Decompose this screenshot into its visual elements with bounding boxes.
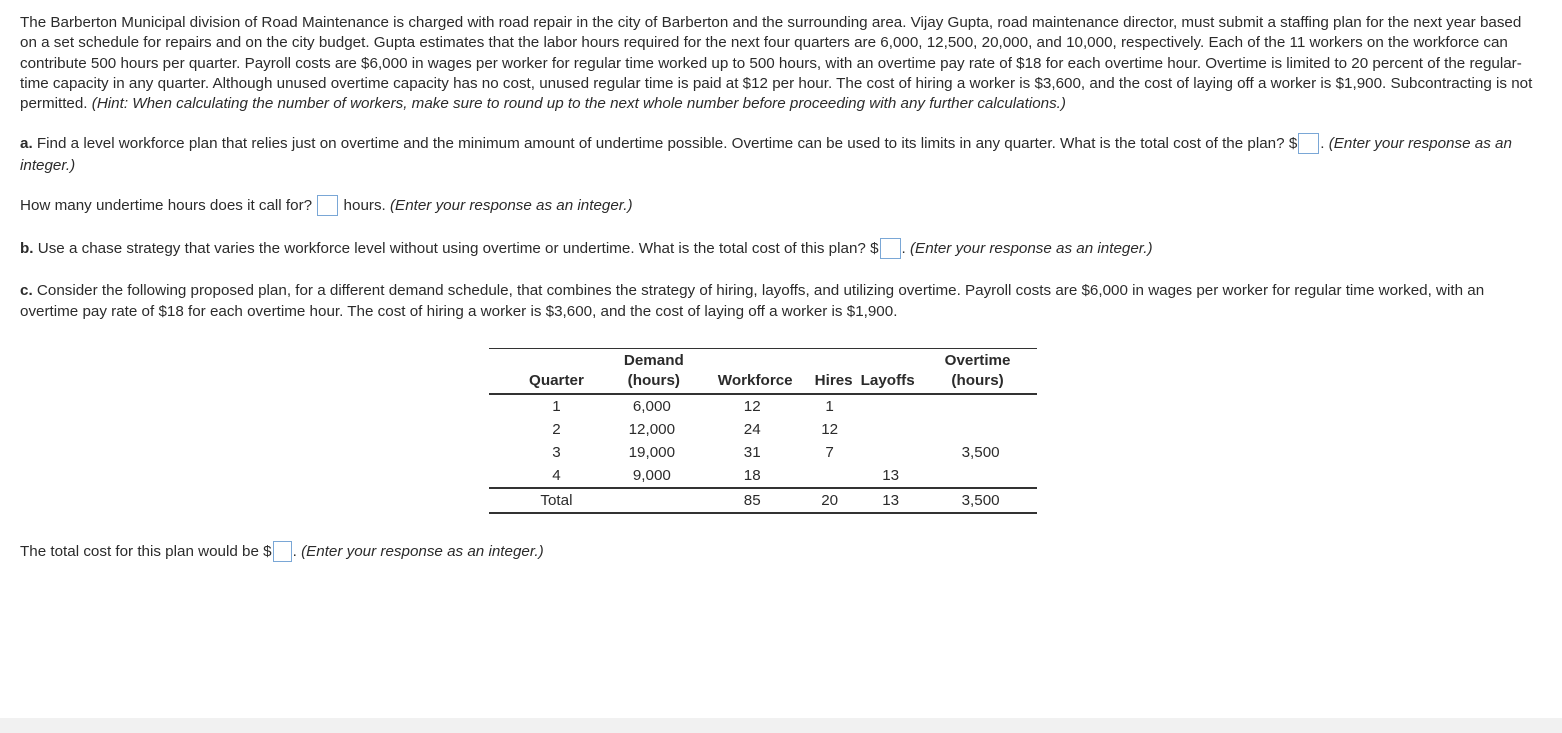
part-a-instruction: (Enter your response as an integer.) [20, 135, 1512, 175]
hint-text: (Hint: When calculating the number of workers, make sure to round up to the next whole number before proceeding with any further calculations.) [91, 95, 1066, 113]
part-a-undertime-input[interactable] [317, 195, 338, 216]
problem-statement [20, 13, 1542, 114]
col-header-overtime: Overtime (hours) [944, 352, 1011, 389]
part-b-text: Use a chase strategy that varies the workforce level without using overtime or undertime. What is the total cost of this plan? [37, 240, 866, 258]
part-c-total-cost-input[interactable] [273, 541, 292, 562]
bottom-bar [0, 718, 1562, 733]
part-b-label: b. [20, 240, 34, 258]
part-a2-instruction: (Enter your response as an integer.) [390, 197, 633, 215]
table-row: 1 6,000 12 1 [552, 398, 834, 415]
col-header-quarter: Quarter [529, 372, 584, 389]
table-row: 3 19,000 31 7 3,500 [552, 444, 1000, 461]
part-a-question: a. Find a level workforce plan that relies just on overtime and the minimum amount of undertime possible. Overtime can be used to its limits in any quarter. What is the total cost of the plan? $ . (Enter your response as an integer.) [20, 135, 1512, 175]
final-dollar: $ [263, 543, 272, 560]
col-header-demand: Demand (hours) [623, 352, 684, 389]
final-instruction: (Enter your response as an integer.) [301, 543, 544, 560]
part-a-undertime-question [20, 195, 1542, 217]
part-a-total-cost-input[interactable] [1298, 133, 1319, 154]
problem-text: The Barberton Municipal division of Road Maintenance is charged with road repair in the city of Barberton and the surrounding area. Vijay Gupta, road maintenance director, must submit a staffing plan for the next year based on a set schedule for repairs and on the city budget. Gupta estimates that the labor hours required for the next four quarters are 6,000, 12,500, 20,000, and 10,000, respectively. Each of the 11 workers on the workforce can contribute 500 hours per quarter. Payroll costs are $6,000 in wages per worker for regular time worked up to 500 hours, with an overtime pay rate of $18 for each overtime hour. Overtime is limited to 20 percent of the regular-time capacity in any quarter. Although unused overtime capacity has no cost, unused regular time is paid at $12 per hour. The cost of hiring a worker is $3,600, and the cost of laying off a worker is $1,900. Subcontracting is not permitted. [20, 14, 1533, 113]
col-header-layoffs: Layoffs [860, 372, 915, 389]
table-row: 2 12,000 24 12 [552, 421, 839, 438]
table-total-row: Total 85 20 13 3,500 [489, 488, 1037, 513]
part-a-label: a. [20, 135, 33, 153]
col-header-workforce: Workforce [717, 372, 793, 389]
part-b-total-cost-input[interactable] [880, 238, 901, 259]
question-content [20, 13, 1542, 322]
part-c-final-question: The total cost for this plan would be $ . (Enter your response as an integer.) [20, 543, 544, 560]
part-a-text: Find a level workforce plan that relies just on overtime and the minimum amount of undertime possible. Overtime can be used to its limits in any quarter. What is the total cost of the plan? [36, 135, 1285, 153]
part-b-instruction: (Enter your response as an integer.) [910, 240, 1153, 258]
part-b-question: b. Use a chase strategy that varies the workforce level without using overtime or undertime. What is the total cost of this plan? $ . (Enter your response as an integer.) [20, 240, 1153, 258]
part-a-dollar: $ [1288, 135, 1298, 153]
part-b-dollar: $ [870, 240, 879, 258]
part-c-question [20, 281, 1542, 322]
final-text: The total cost for this plan would be [20, 543, 259, 560]
part-a2-text: How many undertime hours does it call for? [20, 197, 313, 215]
part-c-label: c. [20, 282, 33, 300]
col-header-hires: Hires [814, 372, 853, 389]
table-row: 4 9,000 18 13 [552, 467, 900, 484]
table-header-row [489, 349, 1037, 395]
part-a2-suffix: hours. [343, 197, 386, 215]
proposed-plan-table [489, 348, 1037, 514]
part-c-text: Consider the following proposed plan, for a different demand schedule, that combines the strategy of hiring, layoffs, and utilizing overtime. Payroll costs are $6,000 in wages per worker for regular time worked, with an overtime pay rate of $18 for each overtime hour. The cost of hiring a worker is $3,600, and the cost of laying off a worker is $1,900. [20, 282, 1485, 320]
